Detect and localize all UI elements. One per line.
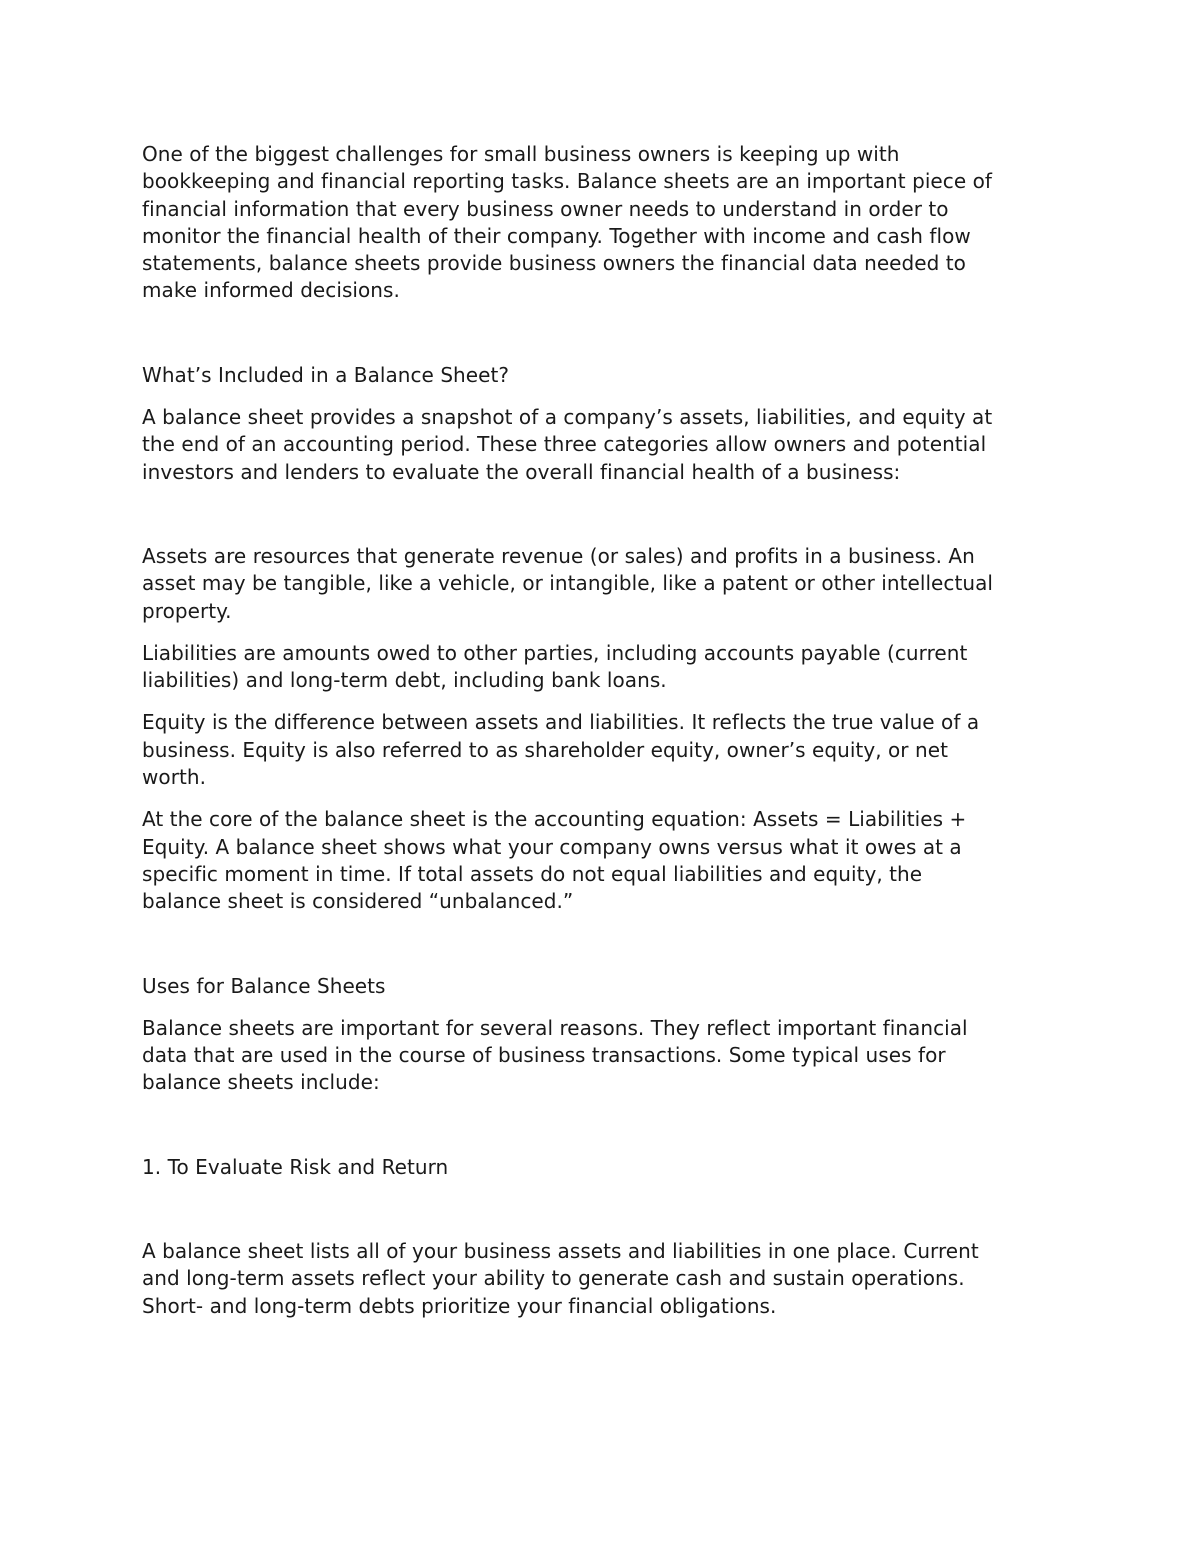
- assets-paragraph: [142, 543, 1072, 625]
- text-line: At the core of the balance sheet is the accounting equation: Assets = Liabilities +: [142, 807, 967, 832]
- text-line: asset may be tangible, like a vehicle, or intangible, like a patent or other intellectual: [142, 571, 993, 596]
- liabilities-paragraph: [142, 640, 1072, 695]
- uses-paragraph: [142, 1015, 1072, 1097]
- text-line: Assets are resources that generate revenue (or sales) and profits in a business. An: [142, 543, 975, 568]
- text-line: the end of an accounting period. These three categories allow owners and potential: [142, 432, 987, 457]
- text-line: and long-term assets reflect your ability to generate cash and sustain operations.: [142, 1266, 965, 1291]
- text-line: A balance sheet provides a snapshot of a company’s assets, liabilities, and equity at: [142, 405, 993, 430]
- intro-paragraph: [142, 141, 1072, 305]
- heading-evaluate-risk: [142, 1154, 1072, 1181]
- text-line: One of the biggest challenges for small business owners is keeping up with: [142, 142, 900, 166]
- text-line: make informed decisions.: [142, 278, 400, 303]
- text-line: data that are used in the course of business transactions. Some typical uses for: [142, 1043, 946, 1068]
- risk-paragraph: [142, 1238, 1072, 1320]
- heading-whats-included: [142, 362, 1072, 389]
- equity-paragraph: [142, 709, 1072, 791]
- section-heading: 1. To Evaluate Risk and Return: [142, 1154, 449, 1179]
- text-line: Equity is the difference between assets and liabilities. It reflects the true value of a: [142, 710, 980, 735]
- text-line: Balance sheets are important for several reasons. They reflect important financial: [142, 1015, 968, 1040]
- text-line: specific moment in time. If total assets do not equal liabilities and equity, the: [142, 861, 923, 886]
- text-line: monitor the financial health of their company. Together with income and cash flow: [142, 223, 971, 248]
- text-line: worth.: [142, 765, 206, 790]
- text-line: Liabilities are amounts owed to other parties, including accounts payable (current: [142, 640, 968, 665]
- text-line: property.: [142, 598, 232, 623]
- section-heading: Uses for Balance Sheets: [142, 973, 386, 998]
- text-line: financial information that every business owner needs to understand in order to: [142, 196, 949, 221]
- text-line: statements, balance sheets provide business owners the financial data needed to: [142, 251, 966, 276]
- text-line: bookkeeping and financial reporting tasks. Balance sheets are an important piece of: [142, 169, 992, 194]
- text-line: balance sheets include:: [142, 1070, 380, 1095]
- text-line: investors and lenders to evaluate the overall financial health of a business:: [142, 459, 901, 484]
- heading-uses: [142, 973, 1072, 1000]
- text-line: A balance sheet lists all of your business assets and liabilities in one place. Current: [142, 1239, 979, 1264]
- included-paragraph: [142, 404, 1072, 486]
- text-line: business. Equity is also referred to as shareholder equity, owner’s equity, or net: [142, 737, 948, 762]
- text-line: Equity. A balance sheet shows what your company owns versus what it owes at a: [142, 834, 962, 859]
- equation-paragraph: [142, 806, 1072, 915]
- document-body: [142, 141, 1072, 1320]
- text-line: balance sheet is considered “unbalanced.”: [142, 889, 574, 914]
- text-line: Short- and long-term debts prioritize your financial obligations.: [142, 1293, 777, 1318]
- section-heading: What’s Included in a Balance Sheet?: [142, 362, 510, 387]
- text-line: liabilities) and long-term debt, including bank loans.: [142, 668, 667, 693]
